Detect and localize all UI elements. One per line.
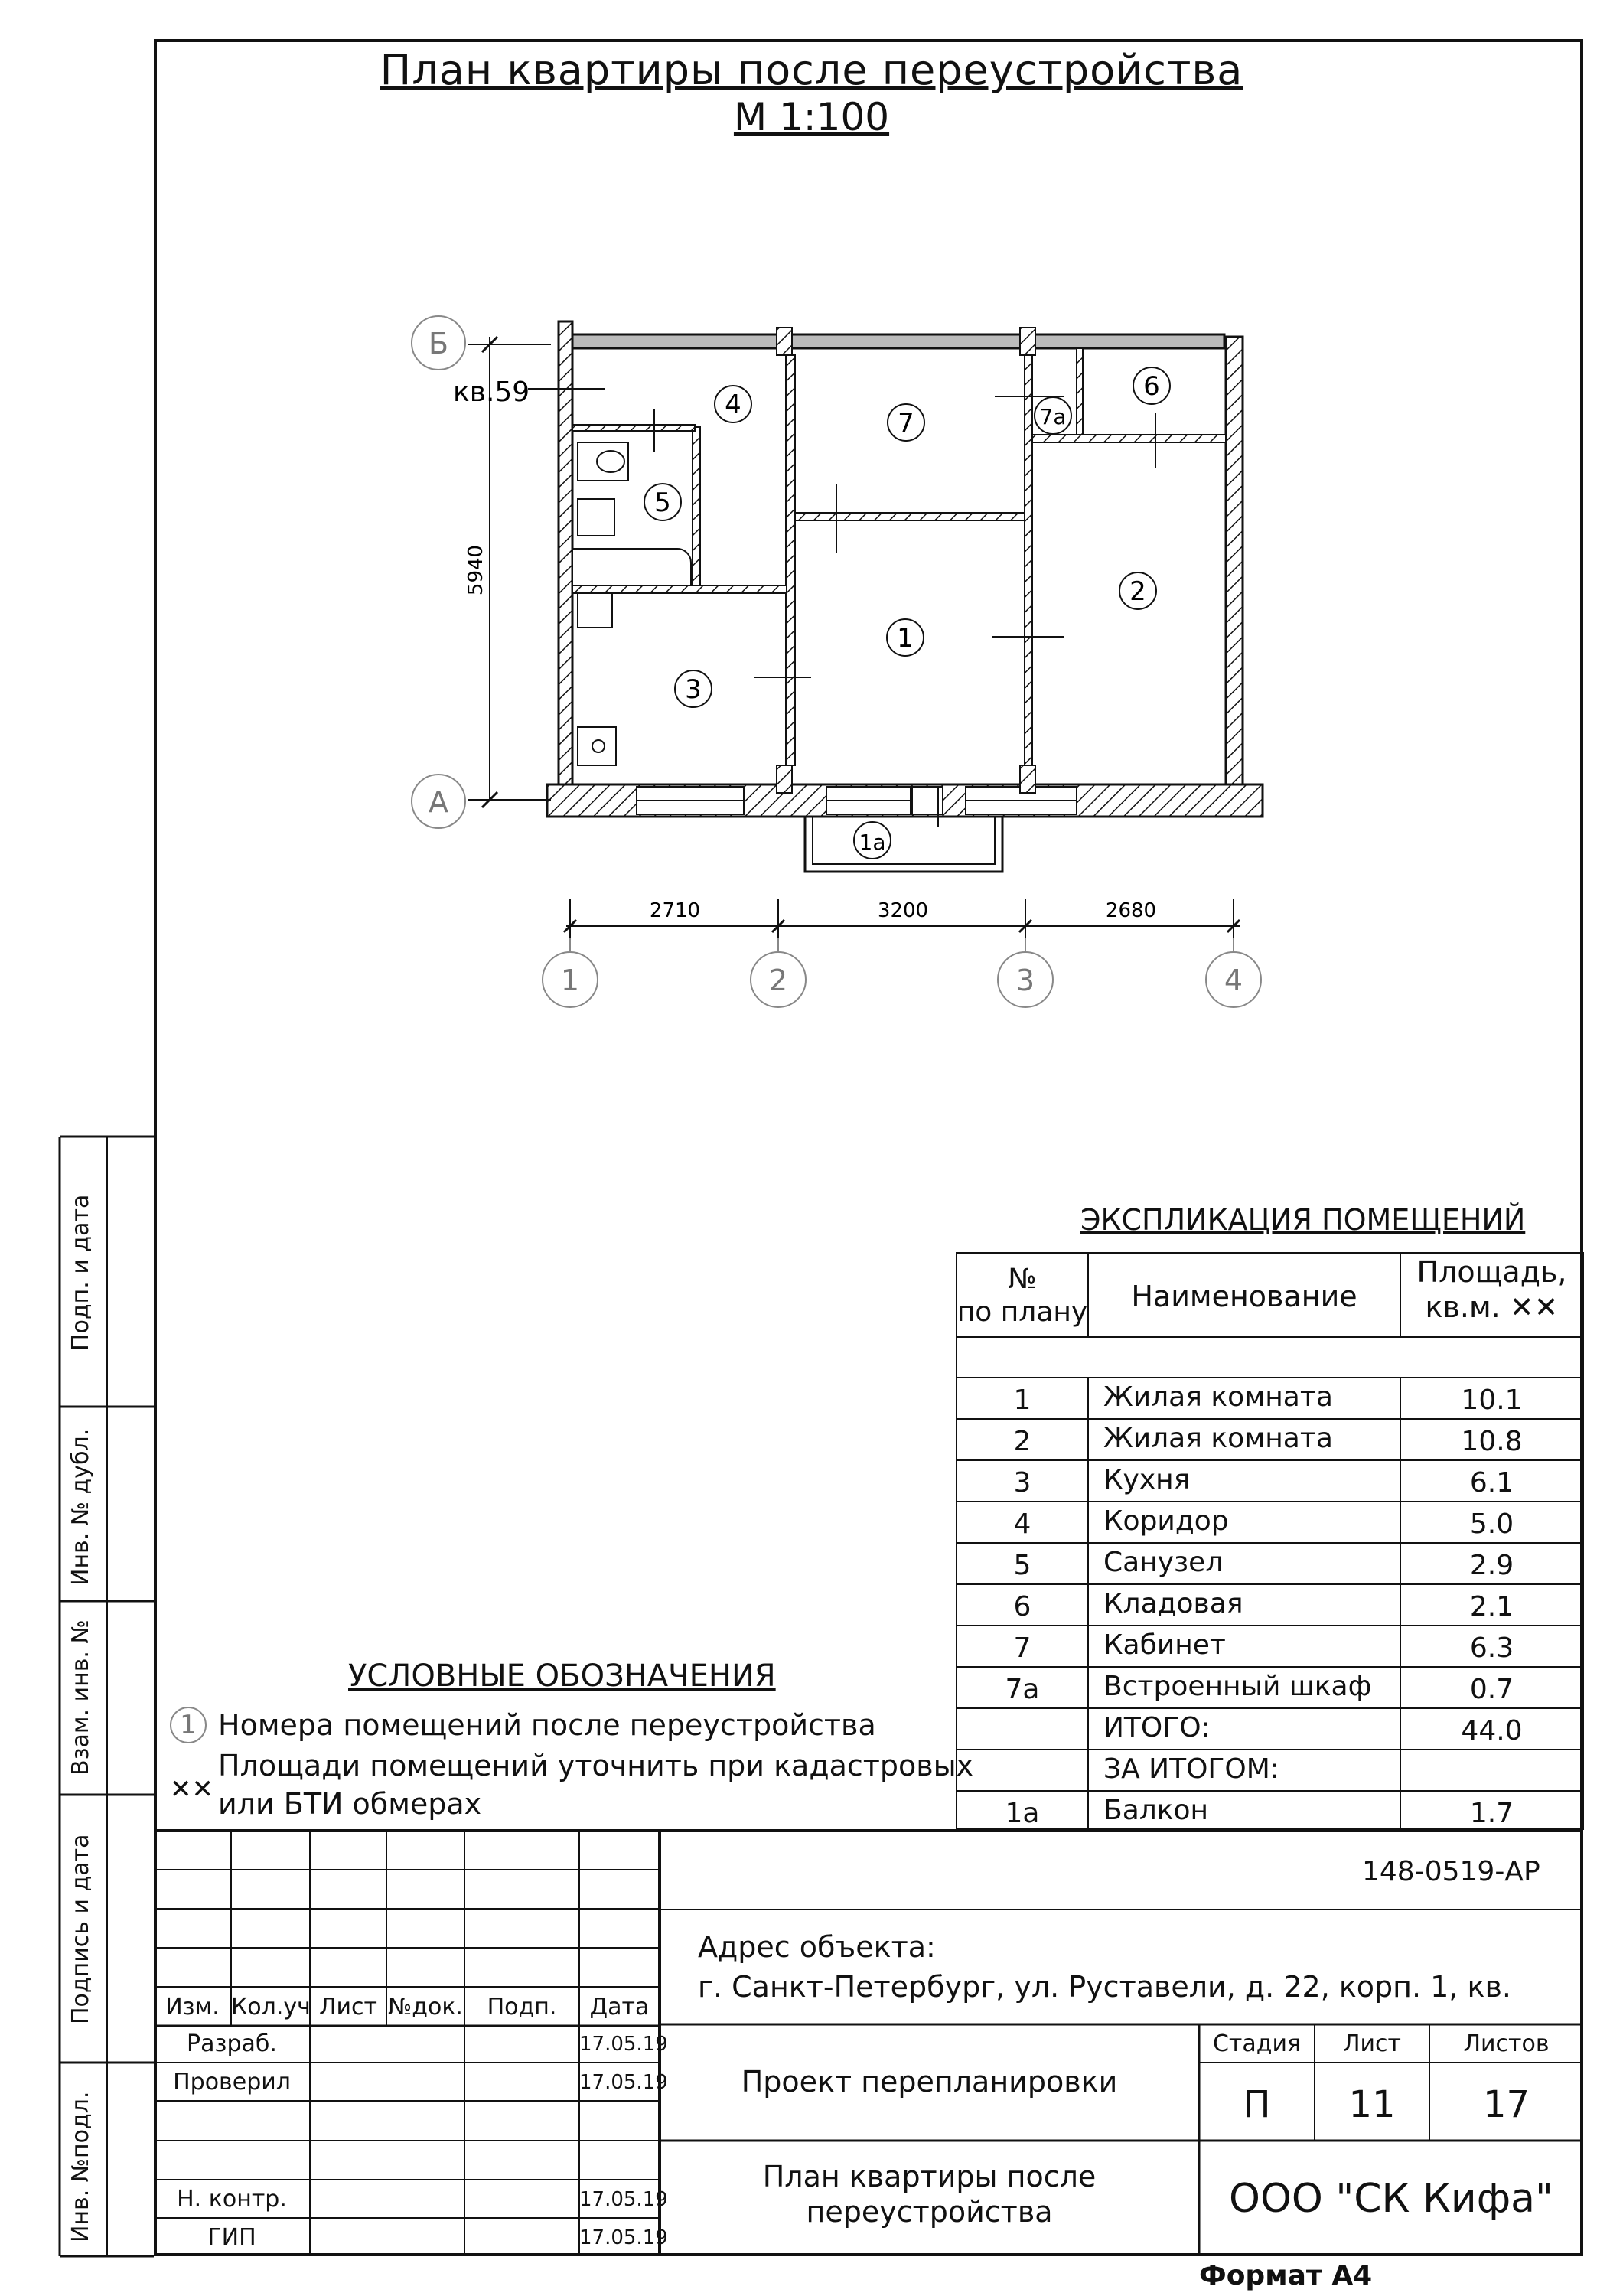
- role-row: ГИП: [207, 2224, 256, 2251]
- col-area-header-2: кв.м. ✕✕: [1425, 1290, 1559, 1324]
- row-name: Кухня: [1103, 1464, 1191, 1495]
- row-name: ЗА ИТОГОМ:: [1103, 1753, 1279, 1785]
- legend-item2-line2: или БТИ обмерах: [218, 1787, 482, 1821]
- legend-room-number-symbol: 1: [170, 1707, 207, 1743]
- legend-area-symbol: ✕✕: [170, 1774, 213, 1805]
- row-num: 6: [1013, 1591, 1031, 1623]
- col-area-header-1: Площадь,: [1416, 1255, 1567, 1289]
- axis-num-1: 1: [560, 964, 580, 997]
- row-num: 5: [1013, 1550, 1031, 1581]
- axis-num-2: 2: [768, 964, 788, 997]
- stage-label: Стадия: [1212, 2030, 1302, 2057]
- drawing-title: План квартиры после переустройства: [380, 46, 1243, 94]
- room-label-3: 3: [685, 674, 702, 705]
- address-label: Адрес объекта:: [698, 1930, 936, 1964]
- row-num: 4: [1013, 1508, 1031, 1540]
- row-name: Жилая комната: [1103, 1381, 1333, 1413]
- row-num: 1: [1013, 1384, 1031, 1416]
- sheet-title-line2: переустройства: [806, 2194, 1053, 2229]
- room-label-7: 7: [898, 408, 914, 439]
- document-code: 148-0519-АР: [1362, 1856, 1540, 1887]
- axis-num-4: 4: [1224, 964, 1243, 997]
- row-area: 10.1: [1461, 1384, 1523, 1416]
- dim-h-2: 3200: [877, 899, 929, 922]
- row-name: Санузел: [1103, 1547, 1224, 1578]
- hdr-data: Дата: [589, 1994, 650, 2020]
- dim-vertical: 5940: [464, 544, 487, 596]
- role-row: Проверил: [173, 2069, 291, 2095]
- row-num: 1а: [1005, 1798, 1040, 1829]
- stage-value: П: [1243, 2083, 1271, 2126]
- col-name-header: Наименование: [1131, 1280, 1357, 1313]
- row-num: 7а: [1005, 1674, 1040, 1705]
- room-label-5: 5: [654, 488, 671, 518]
- explication-title: ЭКСПЛИКАЦИЯ ПОМЕЩЕНИЙ: [1080, 1203, 1526, 1237]
- row-name: Встроенный шкаф: [1103, 1671, 1372, 1702]
- row-name: ИТОГО:: [1103, 1712, 1211, 1743]
- row-name: Кабинет: [1103, 1629, 1226, 1661]
- hdr-podp: Подп.: [487, 1994, 557, 2020]
- room-label-2: 2: [1129, 576, 1146, 607]
- room-label-1a: 1а: [859, 830, 886, 855]
- side-label-podpis-data: Подпись и дата: [67, 1834, 94, 2024]
- row-area: 2.1: [1469, 1591, 1514, 1623]
- drawing-scale: М 1:100: [733, 95, 890, 139]
- role-row: Н. контр.: [177, 2186, 287, 2213]
- room-label-6: 6: [1143, 371, 1160, 402]
- row-name: Жилая комната: [1103, 1423, 1333, 1454]
- row-num: 7: [1013, 1632, 1031, 1664]
- row-name: Балкон: [1103, 1795, 1209, 1826]
- col-num-header-1: №: [1008, 1264, 1037, 1295]
- role-date: 17.05.19: [579, 2188, 668, 2211]
- role-date: 17.05.19: [579, 2033, 668, 2056]
- row-area: 0.7: [1469, 1674, 1514, 1705]
- col-num-header-2: по плану: [957, 1296, 1088, 1329]
- side-label-inv-dubl: Инв. № дубл.: [67, 1428, 94, 1586]
- side-label-podp-data: Подп. и дата: [67, 1194, 94, 1351]
- row-area: 44.0: [1461, 1715, 1523, 1746]
- legend-item1: Номера помещений после переустройства: [218, 1708, 876, 1742]
- company-name: ООО "СК Кифа": [1229, 2176, 1553, 2222]
- hdr-ndok: №док.: [388, 1994, 463, 2020]
- row-num: 2: [1013, 1426, 1031, 1457]
- row-name: Кладовая: [1103, 1588, 1243, 1619]
- row-area: 5.0: [1469, 1508, 1514, 1540]
- format-label: Формат А4: [1199, 2260, 1373, 2291]
- address: г. Санкт-Петербург, ул. Руставели, д. 22, корп. 1, кв.: [698, 1970, 1511, 2004]
- role-date: 17.05.19: [579, 2071, 668, 2094]
- role-row: Разраб.: [187, 2030, 277, 2057]
- sheets-value: 17: [1482, 2083, 1530, 2126]
- side-label-inv-podl: Инв. №подл.: [67, 2091, 94, 2242]
- row-area: 1.7: [1469, 1798, 1514, 1829]
- dim-h-3: 2680: [1105, 899, 1157, 922]
- neighbor-label: кв.59: [453, 377, 530, 408]
- hdr-koluch: Кол.уч: [231, 1994, 311, 2020]
- row-name: Коридор: [1103, 1505, 1229, 1537]
- svg-text:А: А: [429, 785, 448, 819]
- axis-num-3: 3: [1015, 964, 1035, 997]
- svg-text:Б: Б: [428, 327, 449, 360]
- row-area: 10.8: [1461, 1426, 1523, 1457]
- sheet-value: 11: [1348, 2083, 1396, 2126]
- sheets-label: Листов: [1463, 2030, 1550, 2057]
- row-num: 3: [1013, 1467, 1031, 1499]
- hdr-list: Лист: [318, 1994, 378, 2020]
- room-label-7a: 7а: [1039, 404, 1067, 429]
- room-label-4: 4: [725, 390, 741, 420]
- legend-title: УСЛОВНЫЕ ОБОЗНАЧЕНИЯ: [348, 1658, 776, 1694]
- hdr-izm: Изм.: [165, 1994, 220, 2020]
- sheet-label: Лист: [1342, 2030, 1402, 2057]
- side-label-vzam-inv: Взам. инв. №: [67, 1619, 94, 1776]
- row-area: 6.1: [1469, 1467, 1514, 1499]
- row-area: 6.3: [1469, 1632, 1514, 1664]
- room-label-1: 1: [897, 623, 914, 654]
- project-name: Проект перепланировки: [741, 2065, 1118, 2099]
- role-date: 17.05.19: [579, 2226, 668, 2249]
- row-area: 2.9: [1469, 1550, 1514, 1581]
- dim-h-1: 2710: [649, 899, 701, 922]
- legend-item2-line1: Площади помещений уточнить при кадастровых: [218, 1749, 974, 1782]
- sheet-title-line1: План квартиры после: [762, 2160, 1097, 2193]
